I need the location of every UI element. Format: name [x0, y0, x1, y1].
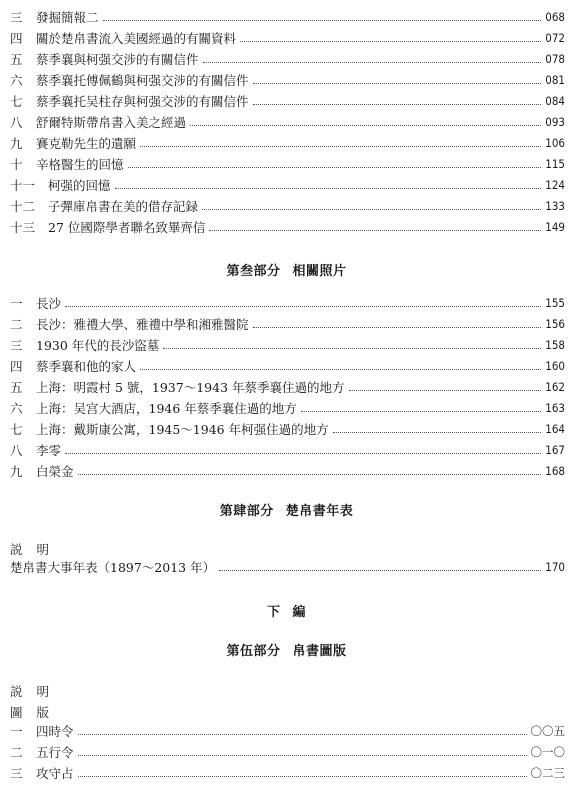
entry-title: 辛格醫生的回憶	[36, 157, 124, 172]
dot-leader	[219, 570, 541, 571]
entry-number: 十	[10, 157, 23, 172]
dot-leader	[78, 776, 527, 777]
entry-number: 十一	[10, 178, 36, 193]
toc-entry[interactable]	[10, 112, 565, 132]
entry-title: 1930 年代的長沙盜墓	[36, 338, 160, 353]
entry-page: 168	[545, 464, 565, 478]
entry-title: 白榮金	[36, 464, 74, 479]
entry-title: 長沙	[36, 296, 62, 311]
entry-title: 蔡季襄和他的家人	[36, 359, 137, 374]
entry-page: 106	[545, 136, 565, 150]
dot-leader	[78, 474, 542, 475]
entry-number: 二	[10, 317, 23, 332]
entry-number: 九	[10, 136, 23, 151]
part-number: 第叁部分	[226, 264, 281, 279]
toc-entry[interactable]	[10, 133, 565, 153]
volume-char: 下	[266, 605, 281, 620]
part4-heading	[0, 500, 573, 519]
toc-entry[interactable]	[10, 28, 565, 48]
part5-explanation[interactable]	[10, 682, 49, 700]
toc-entry[interactable]	[10, 377, 565, 397]
toc-entry[interactable]	[10, 763, 565, 783]
toc-entry[interactable]	[10, 742, 565, 762]
entry-title: 蔡季襄與柯强交涉的有關信件	[36, 52, 199, 67]
entry-page: 160	[545, 359, 565, 373]
toc-entry[interactable]	[10, 356, 565, 376]
dot-leader	[78, 755, 527, 756]
toc-entry[interactable]	[10, 398, 565, 418]
dot-leader	[65, 453, 541, 454]
entry-title: 蔡季襄托傅佩鶴與柯强交涉的有關信件	[36, 73, 249, 88]
part5-plates[interactable]	[10, 703, 49, 721]
dot-leader	[115, 188, 542, 189]
entry-number: 二	[10, 745, 23, 760]
entry-number: 七	[10, 422, 23, 437]
entry-title: 關於楚帛書流入美國經過的有關資料	[36, 31, 237, 46]
toc-entry[interactable]	[10, 196, 565, 216]
dot-leader	[209, 230, 541, 231]
explanation-char: 明	[36, 684, 50, 699]
entry-number: 三	[10, 766, 23, 781]
dot-leader	[240, 41, 541, 42]
entry-number: 四	[10, 359, 23, 374]
toc-entry[interactable]	[10, 70, 565, 90]
entry-page: 072	[545, 31, 565, 45]
part-name: 相關照片	[292, 264, 347, 279]
entry-number: 十二	[10, 199, 36, 214]
entry-number: 八	[10, 443, 23, 458]
entry-title: 柯强的回憶	[48, 178, 111, 193]
entry-number: 六	[10, 401, 23, 416]
volume-char: 編	[292, 605, 307, 620]
entry-number: 六	[10, 73, 23, 88]
toc-entry[interactable]	[10, 154, 565, 174]
entry-page: 084	[545, 94, 565, 108]
entry-page: 〇〇五	[530, 724, 565, 738]
entry-title: 攻守占	[36, 766, 74, 781]
dot-leader	[163, 348, 541, 349]
entry-page: 133	[545, 199, 565, 213]
entry-title: 子彈庫帛書在美的借存記録	[48, 199, 199, 214]
entry-page: 〇二三	[530, 766, 565, 780]
entry-title: 27 位國際學者聯名致畢齊信	[48, 220, 206, 235]
toc-entry[interactable]	[10, 419, 565, 439]
entry-title: 李零	[36, 443, 62, 458]
toc-entry[interactable]	[10, 7, 565, 27]
dot-leader	[190, 125, 541, 126]
explanation-char: 説	[10, 684, 23, 699]
dot-leader	[253, 327, 542, 328]
dot-leader	[140, 146, 541, 147]
dot-leader	[78, 734, 527, 735]
dot-leader	[349, 390, 542, 391]
part-number: 第肆部分	[219, 504, 274, 519]
entry-page: 124	[545, 178, 565, 192]
entry-number: 三	[10, 10, 23, 25]
part4-explanation[interactable]	[10, 540, 49, 558]
dot-leader	[65, 306, 541, 307]
entry-number: 九	[10, 464, 23, 479]
part3-heading	[0, 260, 573, 279]
entry-page: 167	[545, 443, 565, 457]
entry-title: 上海：戴斯康公寓，1945～1946 年柯强住過的地方	[36, 422, 329, 437]
dot-leader	[128, 167, 542, 168]
volume-heading	[0, 601, 573, 620]
entry-number: 五	[10, 380, 23, 395]
entry-number: 一	[10, 296, 23, 311]
entry-page: 078	[545, 52, 565, 66]
toc-entry[interactable]	[10, 440, 565, 460]
toc-entry[interactable]	[10, 175, 565, 195]
toc-entry[interactable]	[10, 49, 565, 69]
toc-entry[interactable]	[10, 91, 565, 111]
entry-title: 舒爾特斯帶帛書入美之經過	[36, 115, 187, 130]
entry-number: 十三	[10, 220, 36, 235]
entry-title: 發掘簡報二	[36, 10, 99, 25]
dot-leader	[202, 209, 541, 210]
entry-number: 一	[10, 724, 23, 739]
part-number: 第伍部分	[226, 644, 281, 659]
toc-entry[interactable]	[10, 721, 565, 741]
entry-number: 三	[10, 338, 23, 353]
dot-leader	[203, 62, 542, 63]
entry-page: 163	[545, 401, 565, 415]
entry-page: 155	[545, 296, 565, 310]
explanation-char: 説	[10, 542, 23, 557]
entry-page: 162	[545, 380, 565, 394]
toc-entry[interactable]	[10, 461, 565, 481]
toc-entry[interactable]	[10, 293, 565, 313]
entry-page: 158	[545, 338, 565, 352]
plates-char: 圖	[10, 705, 23, 720]
entry-title: 四時令	[36, 724, 74, 739]
entry-title: 楚帛書大事年表（1897～2013 年）	[10, 560, 216, 575]
dot-leader	[333, 432, 542, 433]
entry-title: 長沙：雅禮大學、雅禮中學和湘雅醫院	[36, 317, 249, 332]
dot-leader	[301, 411, 541, 412]
entry-title: 上海：明霞村 5 號，1937～1943 年蔡季襄住過的地方	[36, 380, 345, 395]
entry-number: 八	[10, 115, 23, 130]
entry-page: 068	[545, 10, 565, 24]
entry-title: 賽克勒先生的遺願	[36, 136, 137, 151]
dot-leader	[253, 104, 542, 105]
toc-entry[interactable]	[10, 557, 565, 577]
entry-page: 149	[545, 220, 565, 234]
dot-leader	[103, 20, 542, 21]
entry-title: 五行令	[36, 745, 74, 760]
entry-number: 七	[10, 94, 23, 109]
part5-heading	[0, 640, 573, 659]
entry-page: 081	[545, 73, 565, 87]
entry-page: 093	[545, 115, 565, 129]
entry-page: 170	[545, 560, 565, 574]
entry-number: 五	[10, 52, 23, 67]
entry-page: 〇一〇	[530, 745, 565, 759]
entry-title: 蔡季襄托吴柱存與柯强交涉的有關信件	[36, 94, 249, 109]
toc-entry[interactable]	[10, 314, 565, 334]
entry-title: 上海：吴宫大酒店，1946 年蔡季襄住過的地方	[36, 401, 297, 416]
toc-entry[interactable]	[10, 217, 565, 237]
entry-page: 156	[545, 317, 565, 331]
entry-page: 164	[545, 422, 565, 436]
entry-number: 四	[10, 31, 23, 46]
part-name: 楚帛書年表	[285, 504, 354, 519]
plates-char: 版	[36, 705, 50, 720]
entry-page: 115	[545, 157, 565, 171]
explanation-char: 明	[36, 542, 50, 557]
toc-entry[interactable]	[10, 335, 565, 355]
dot-leader	[253, 83, 542, 84]
part-name: 帛書圖版	[292, 644, 347, 659]
dot-leader	[140, 369, 541, 370]
